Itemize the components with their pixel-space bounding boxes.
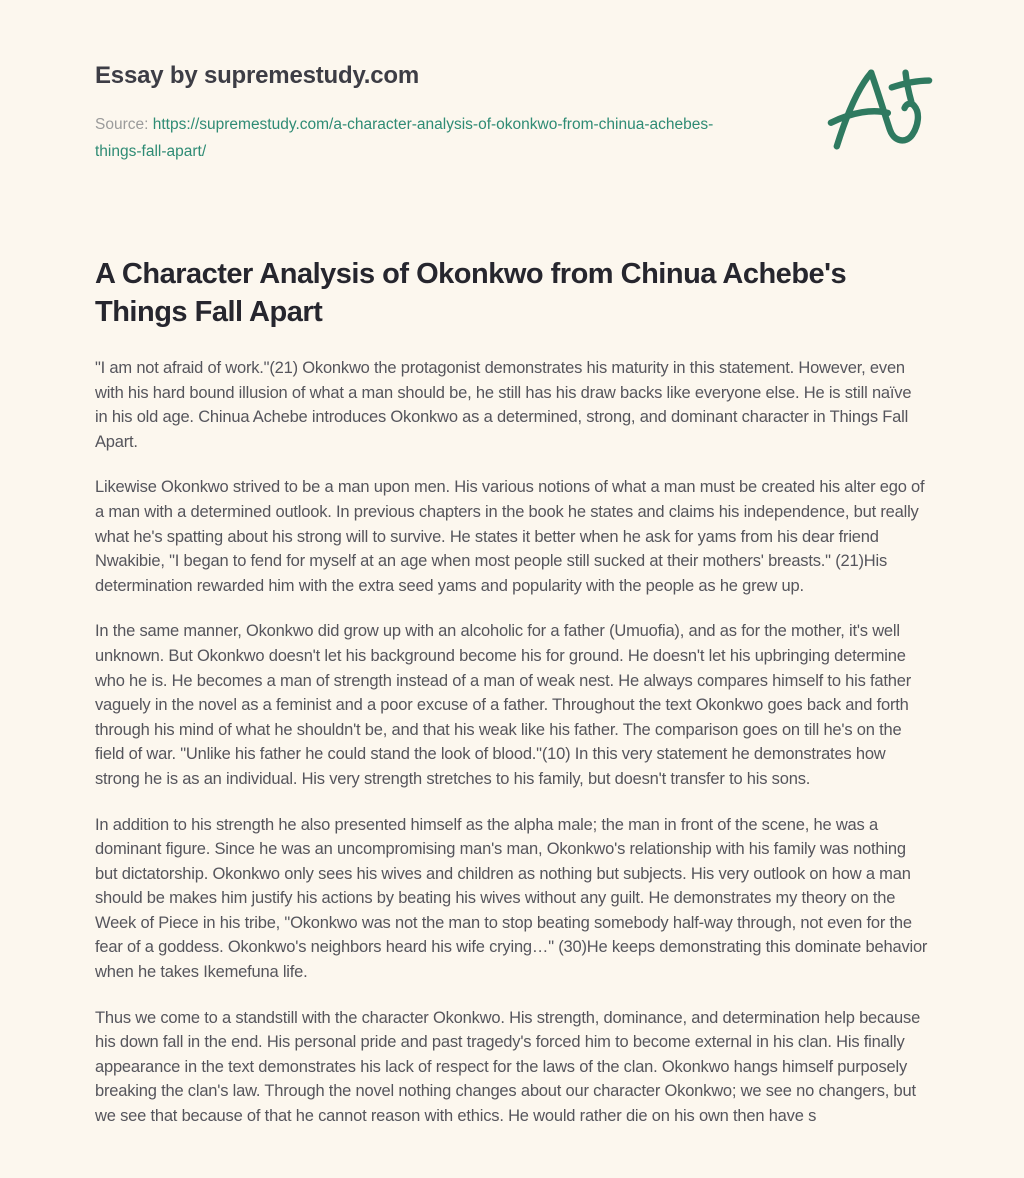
- essay-paragraph: Likewise Okonkwo strived to be a man upon men. His various notions of what a man must be created his alter ego of a man with a determined outlook. In previous chapters in the book he states and claims his independence, but really what he's spatting about his strong will to survive. He states it better when he ask for yams from his dear friend Nwakibie, "I began to fend for myself at an age when most people still sucked at their mothers' breasts." (21)His determination rewarded him with the extra seed yams and popularity with the people as he grew up.: [95, 478, 925, 595]
- source-url-link[interactable]: https://supremestudy.com/a-character-analysis-of-okonkwo-from-chinua-achebes-things-fall-apart/: [95, 116, 714, 160]
- essay-title: A Character Analysis of Okonkwo from Chinua Achebe's Things Fall Apart: [95, 258, 847, 328]
- essay-paragraph: In addition to his strength he also presented himself as the alpha male; the man in front of the scene, he was a dominant figure. Since he was an uncompromising man's man, Okonkwo's relationship with his family was nothing but dictatorship. Okonkwo only sees his wives and children as nothing but subjects. His very outlook on how a man should be makes him justify his actions by beating his wives without any guilt. He demonstrates my theory on the Week of Piece in his tribe, "Okonkwo was not the man to stop beating somebody half-way through, not even for the fear of a goddess. Okonkwo's neighbors heard his wife crying…" (30)He keeps demonstrating this dominate behavior when he takes Ikemefuna life.: [95, 815, 928, 982]
- source-line: [95, 111, 720, 165]
- page-header: [95, 62, 928, 165]
- source-label: Source:: [95, 116, 149, 133]
- essay-body: [95, 356, 928, 1129]
- essay-paragraph: "I am not afraid of work."(21) Okonkwo the protagonist demonstrates his maturity in this statement. However, even with his hard bound illusion of what a man should be, he still has his draw backs like everyone else. He is still naïve in his old age. Chinua Achebe introduces Okonkwo as a determined, strong, and dominant character in Things Fall Apart.: [95, 359, 912, 451]
- a-plus-logo-icon: [826, 63, 934, 155]
- essay-paragraph: In the same manner, Okonkwo did grow up with an alcoholic for a father (Umuofia), and as for the mother, it's well unknown. But Okonkwo doesn't let his background become his for ground. He doesn't let his upbringing determine who he is. He becomes a man of strength instead of a man of weak nest. He always compares himself to his father vaguely in the novel as a feminist and a poor excuse of a father. Throughout the text Okonkwo goes back and forth through his mind of what he shouldn't be, and that his weak like his father. The comparison goes on till he's on the field of war. "Unlike his father he could stand the look of blood."(10) In this very statement he demonstrates how strong he is as an individual. His very strength stretches to his family, but doesn't transfer to his sons.: [95, 622, 912, 788]
- essay-paragraph: Thus we come to a standstill with the character Okonkwo. His strength, dominance, and determination help because his down fall in the end. His personal pride and past tragedy's forced him to become external in his clan. His finally appearance in the text demonstrates his lack of respect for the laws of the clan. Okonkwo hangs himself purposely breaking the clan's law. Through the novel nothing changes about our character Okonkwo; we see no changers, but we see that because of that he cannot reason with ethics. He would rather die on his own then have s: [95, 1008, 921, 1126]
- site-title: Essay by supremestudy.com: [95, 62, 420, 89]
